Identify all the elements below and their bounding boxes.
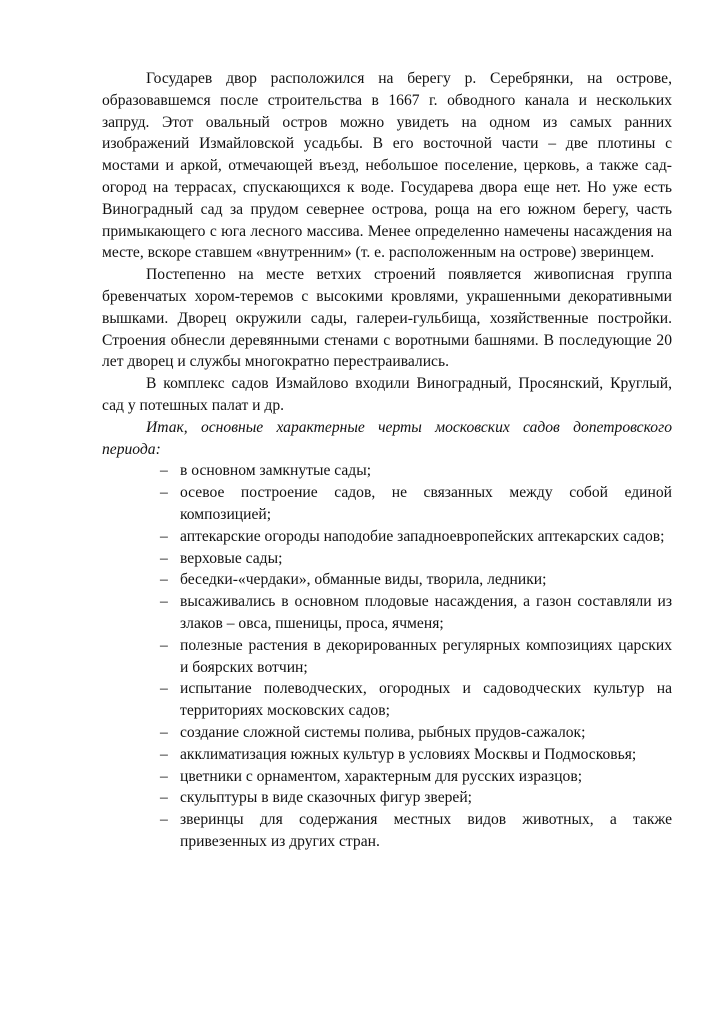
dash-marker: –: [160, 723, 168, 741]
paragraph-gardens-complex: В комплекс садов Измайлово входили Виноградный, Просянский, Круглый, сад у потешных палат и др.: [102, 375, 672, 414]
dash-marker: –: [160, 462, 168, 480]
list-item-text: скульптуры в виде сказочных фигур зверей;: [180, 789, 473, 807]
paragraph-palace-construction: Постепенно на месте ветхих строений появляется живописная группа бревенчатых хором-теремов с высокими кровлями, украшенными декоративными вышками. Дворец окружили сады, галереи-гульбища, хозяйственные постройки. Строения обнесли деревянными стенами с воротными башнями. В последующие 20 лет дворец и службы многократно перестраивались.: [102, 266, 672, 371]
summary-intro: Итак, основные характерные черты московских садов допетровского периода:: [102, 418, 672, 458]
list-item: [102, 744, 672, 766]
dash-marker: –: [160, 767, 168, 785]
list-item-text: зверинцы для содержания местных видов животных, а также привезенных из других стран.: [180, 811, 672, 850]
list-item: [102, 548, 672, 570]
list-item: [102, 635, 672, 679]
dash-marker: –: [160, 484, 168, 502]
list-item-text: испытание полеводческих, огородных и садоводческих культур на территориях московских садов;: [180, 680, 672, 720]
list-item-text: осевое построение садов, не связанных между собой единой композицией;: [180, 484, 672, 523]
features-list: [102, 460, 672, 852]
list-item: [102, 678, 672, 722]
list-item: [102, 787, 672, 809]
list-item-text: акклиматизация южных культур в условиях Москвы и Подмосковья;: [180, 745, 637, 763]
list-item: [102, 722, 672, 744]
dash-marker: –: [160, 549, 168, 567]
list-item: [102, 766, 672, 788]
dash-marker: –: [160, 527, 168, 545]
list-item: [102, 460, 672, 482]
dash-marker: –: [160, 636, 168, 654]
list-item: [102, 482, 672, 526]
list-item: [102, 591, 672, 635]
list-item-text: полезные растения в декорированных регулярных композициях царских и боярских вотчин;: [180, 636, 672, 676]
list-item-text: в основном замкнутые сады;: [180, 462, 372, 480]
dash-marker: –: [160, 745, 168, 763]
list-item-text: цветники с орнаментом, характерным для русских изразцов;: [180, 767, 583, 785]
list-item-text: создание сложной системы полива, рыбных прудов-сажалок;: [180, 723, 586, 741]
paragraph-izmailovo-island: Государев двор расположился на берегу р. Серебрянки, на острове, образовавшемся после строительства в 1667 г. обводного канала и нескольких запруд. Этот овальный остров можно увидеть на одном из самых ранних изображений Измайловской усадьбы. В его восточной части – две плотины с мостами и аркой, отмечающей въезд, небольшое поселение, церковь, а также сад-огород на террасах, спускающихся к воде. Государева двора еще нет. Но уже есть Виноградный сад за прудом севернее острова, роща на его южном берегу, часть примыкающего с юга лесного массива. Менее определенно намечены насаждения на месте, вскоре ставшем «внутренним» (т. е. расположенным на острове) зверинцем.: [102, 70, 672, 262]
list-item-text: верховые сады;: [180, 549, 283, 567]
list-item-text: высаживались в основном плодовые насаждения, а газон составляли из злаков – овса, пшеницы, проса, ячменя;: [180, 593, 672, 632]
list-item-text: аптекарские огороды наподобие западноевропейских аптекарских садов;: [180, 527, 665, 545]
list-item: [102, 526, 672, 548]
dash-marker: –: [160, 571, 168, 589]
text-block: [102, 68, 672, 853]
list-item: [102, 809, 672, 853]
dash-marker: –: [160, 789, 168, 807]
dash-marker: –: [160, 593, 168, 611]
list-item: [102, 569, 672, 591]
dash-marker: –: [160, 811, 168, 829]
list-item-text: беседки-«чердаки», обманные виды, творила, ледники;: [180, 571, 547, 589]
dash-marker: –: [160, 680, 168, 698]
